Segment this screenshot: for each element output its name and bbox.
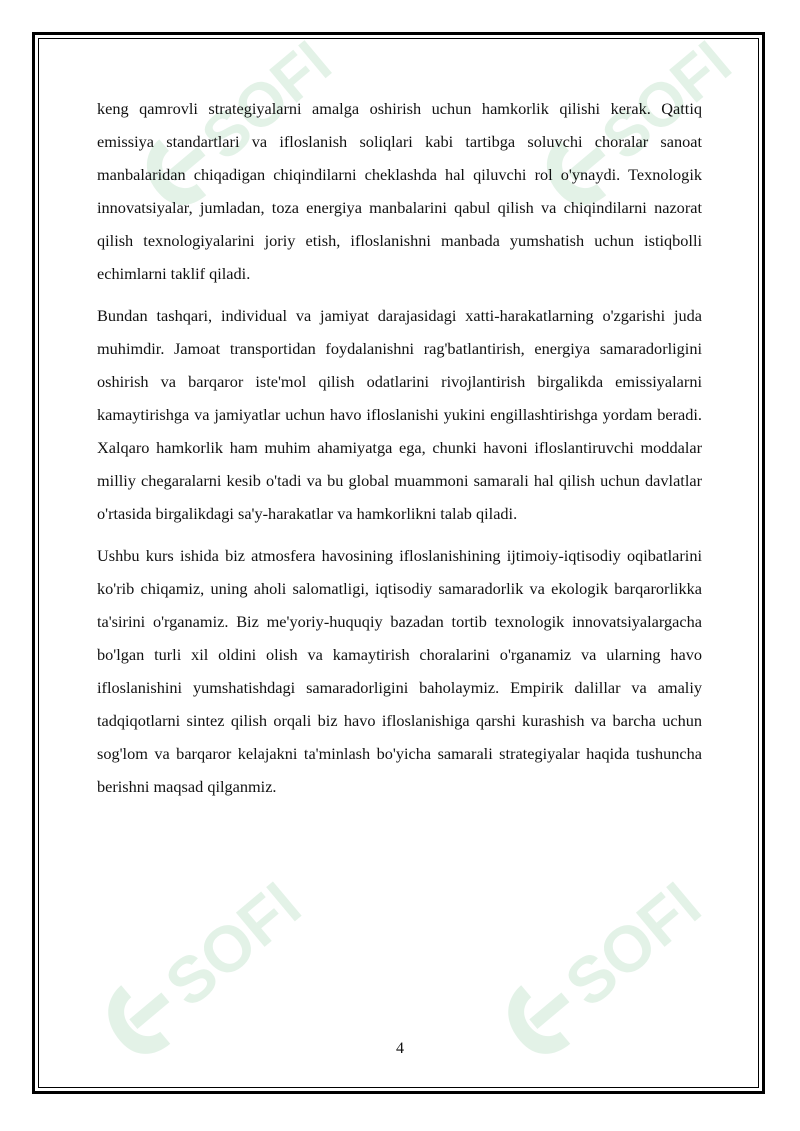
paragraph-1: keng qamrovli strategiyalarni amalga oshirish uchun hamkorlik qilishi kerak. Qattiq emissiya standartlari va ifloslanish soliqlari kabi tartibga soluvchi choralar sanoat manbalaridan chiqadigan chiqindilarni cheklashda hal qiluvchi rol o'ynaydi. Texnologik innovatsiyalar, jumladan, toza energiya manbalarini qabul qilish va chiqindilarni nazorat qilish texnologiyalarini joriy etish, ifloslanishni manbada yumshatish uchun istiqbolli echimlarni taklif qiladi. (97, 99, 702, 283)
page-number: 4 (396, 1040, 404, 1057)
body-text (97, 92, 702, 812)
watermark-text: SOFF (551, 853, 724, 1021)
watermark-text: SOFF (151, 853, 324, 1021)
watermark-text: SOFF (589, 14, 752, 174)
paragraph-2: Bundan tashqari, individual va jamiyat darajasidagi xatti-harakatlarning o'zgarishi juda muhimdir. Jamoat transportidan foydalanishni rag'batlantirish, energiya samaradorligini oshirish va barqaror iste'mol qilish odatlarini rivojlantirish birgalikda emissiyalarni kamaytirishga va jamiyatlar uchun havo ifloslanishi yukini engillashtirishga yordam beradi. Xalqaro hamkorlik ham muhim ahamiyatga ega, chunki havoni ifloslantiruvchi moddalar milliy chegaralarni kesib o'tadi va bu global muammoni samarali hal qilish uchun davlatlar o'rtasida birgalikdagi sa'y-harakatlar va hamkorlikni talab qiladi. (97, 306, 702, 523)
paragraph-3: Ushbu kurs ishida biz atmosfera havosining ifloslanishining ijtimoiy-iqtisodiy oqibatlarini ko'rib chiqamiz, uning aholi salomatligi, iqtisodiy samaradorlik va ekologik barqarorlikka ta'sirini o'rganamiz. Biz me'yoriy-huquqiy bazadan tortib texnologik innovatsiyalargacha bo'lgan turli xil oldini olish va kamaytirish choralarini o'rganamiz va ularning havo ifloslanishini yumshatishdagi samaradorligini baholaymiz. Empirik dalillar va amaliy tadqiqotlarni sintez qilish orqali biz havo ifloslanishiga qarshi kurashish va barcha uchun sog'lom va barqaror kelajakni ta'minlash bo'yicha samarali strategiyalar haqida tushuncha berishni maqsad qilganmiz. (97, 546, 702, 796)
watermark-text: SOFF (189, 14, 352, 174)
